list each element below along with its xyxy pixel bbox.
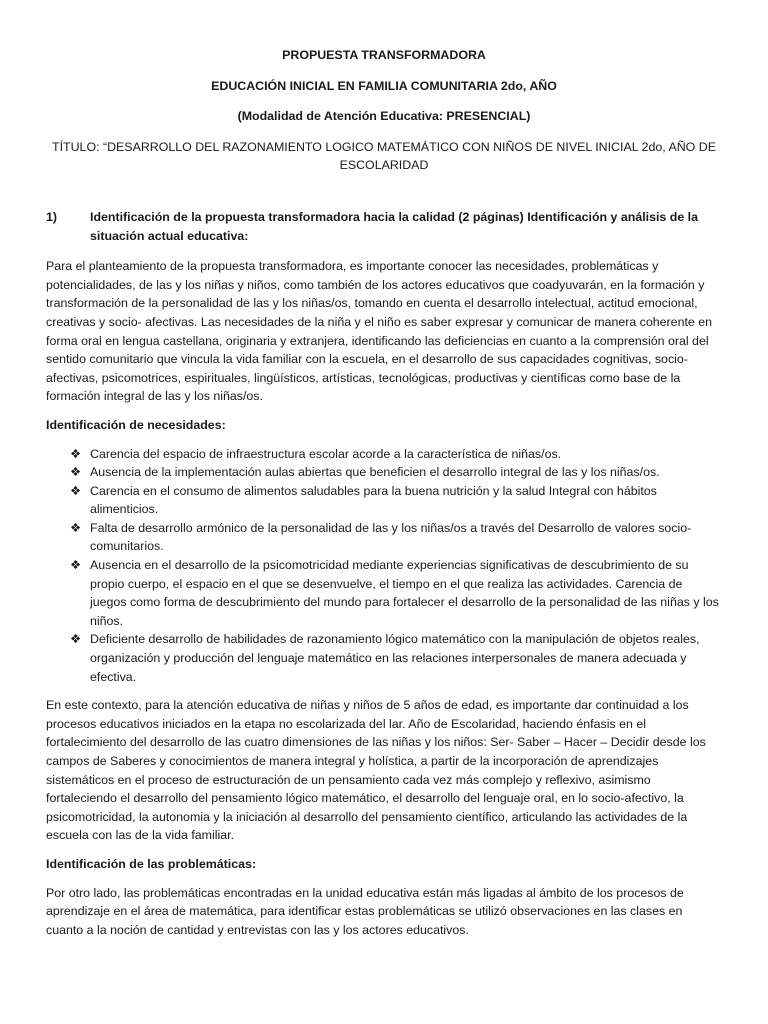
doc-title: TÍTULO: “DESARROLLO DEL RAZONAMIENTO LOGICO MATEMÁTICO CON NIÑOS DE NIVEL INICIAL 2do, AÑO DE ESCOLARIDAD <box>52 139 716 173</box>
list-item <box>46 463 722 482</box>
need-text: Carencia del espacio de infraestructura escolar acorde a la característica de niñas/os. <box>90 446 562 461</box>
section-title: Identificación de la propuesta transformadora hacia la calidad (2 páginas) Identificación y análisis de la situación actual educativa: <box>90 209 699 243</box>
need-text: Falta de desarrollo armónico de la personalidad de las y los niñas/os a través del Desarrollo de valores socio-comunitarios. <box>90 520 692 554</box>
need-text: Deficiente desarrollo de habilidades de razonamiento lógico matemático con la manipulación de objetos reales, organización y producción del lenguaje matemático en las relaciones interpersonales de manera adecuada y efectiva. <box>90 632 700 684</box>
doc-heading-modality: (Modalidad de Atención Educativa: PRESENCIAL) <box>237 109 531 124</box>
list-item <box>46 519 722 556</box>
need-text: Carencia en el consumo de alimentos saludables para la buena nutrición y la salud Integral con hábitos alimenticios. <box>90 483 657 517</box>
list-item <box>46 630 722 686</box>
intro-paragraph: Para el planteamiento de la propuesta transformadora, es importante conocer las necesidades, problemáticas y potencialidades, de las y los niñas y niños, como también de los actores educativos que coadyuvarán, en la formación y transformación de la personalidad de las y los niñas/os, tomando en cuenta el desarrollo intelectual, actitud emocional, creativas y socio- afectivas. Las necesidades de la niña y el niño es saber expresar y comunicar de manera coherente en forma oral en lengua castellana, originaria y extranjera, identificando las deficiencias en cuanto a la comprensión oral del sentido comunitario que vincula la vida familiar con la escuela, en el desarrollo de sus capacidades cognitivas, socio-afectivas, psicomotrices, espirituales, lingüísticos, artísticas, tecnológicas, productivas y científicas como base de la formación integral de las y los niñas/os. <box>46 259 713 404</box>
section-number: 1) <box>46 209 58 224</box>
diamond-bullet-icon: ❖ <box>70 465 82 480</box>
list-item <box>46 445 722 464</box>
list-item <box>46 556 722 630</box>
needs-list <box>46 445 722 687</box>
diamond-bullet-icon: ❖ <box>70 446 82 461</box>
needs-heading: Identificación de necesidades: <box>46 417 226 432</box>
section-1-heading <box>46 208 722 245</box>
need-text: Ausencia de la implementación aulas abiertas que beneficien el desarrollo integral de las y los niñas/os. <box>90 465 660 480</box>
problems-paragraph: Por otro lado, las problemáticas encontradas en la unidad educativa están más ligadas al ámbito de los procesos de aprendizaje en el área de matemática, para identificar estas problemáticas se utilizó observaciones en las clases en cuanto a la noción de cantidad y entrevistas con las y los actores educativos. <box>46 885 684 937</box>
doc-heading-proposal: PROPUESTA TRANSFORMADORA <box>282 48 486 62</box>
diamond-bullet-icon: ❖ <box>70 483 82 498</box>
diamond-bullet-icon: ❖ <box>70 558 82 573</box>
diamond-bullet-icon: ❖ <box>70 520 82 535</box>
doc-heading-program: EDUCACIÓN INICIAL EN FAMILIA COMUNITARIA 2do, AÑO <box>211 78 557 93</box>
problems-heading: Identificación de las problemáticas: <box>46 856 257 871</box>
context-paragraph: En este contexto, para la atención educativa de niñas y niños de 5 años de edad, es importante dar continuidad a los procesos educativos iniciados en la etapa no escolarizada del lar. Año de Escolaridad, haciendo énfasis en el fortalecimiento del desarrollo de las cuatro dimensiones de las niñas y los niños: Ser- Saber – Hacer – Decidir desde los campos de Saberes y conocimientos de manera integral y holística, a partir de la incorporación de aprendizajes sistemáticos en el proceso de estructuración de un pensamiento cada vez más complejo y reflexivo, asimismo fortaleciendo el desarrollo del pensamiento lógico matemático, el desarrollo del lenguaje oral, en lo socio-afectivo, la psicomotricidad, la autonomia y la iniciación al desarrollo del pensamiento científico, articulando las actividades de la escuela con las de la vida familiar. <box>46 698 706 843</box>
need-text: Ausencia en el desarrollo de la psicomotricidad mediante experiencias significativas de descubrimiento de su propio cuerpo, el espacio en el que se desenvuelve, el tiempo en el que realiza las actividades. Carencia de juegos como forma de descubrimiento del mundo para fortalecer el desarrollo de la personalidad de las niñas y los niños. <box>90 558 719 628</box>
list-item <box>46 482 722 519</box>
diamond-bullet-icon: ❖ <box>70 632 82 647</box>
